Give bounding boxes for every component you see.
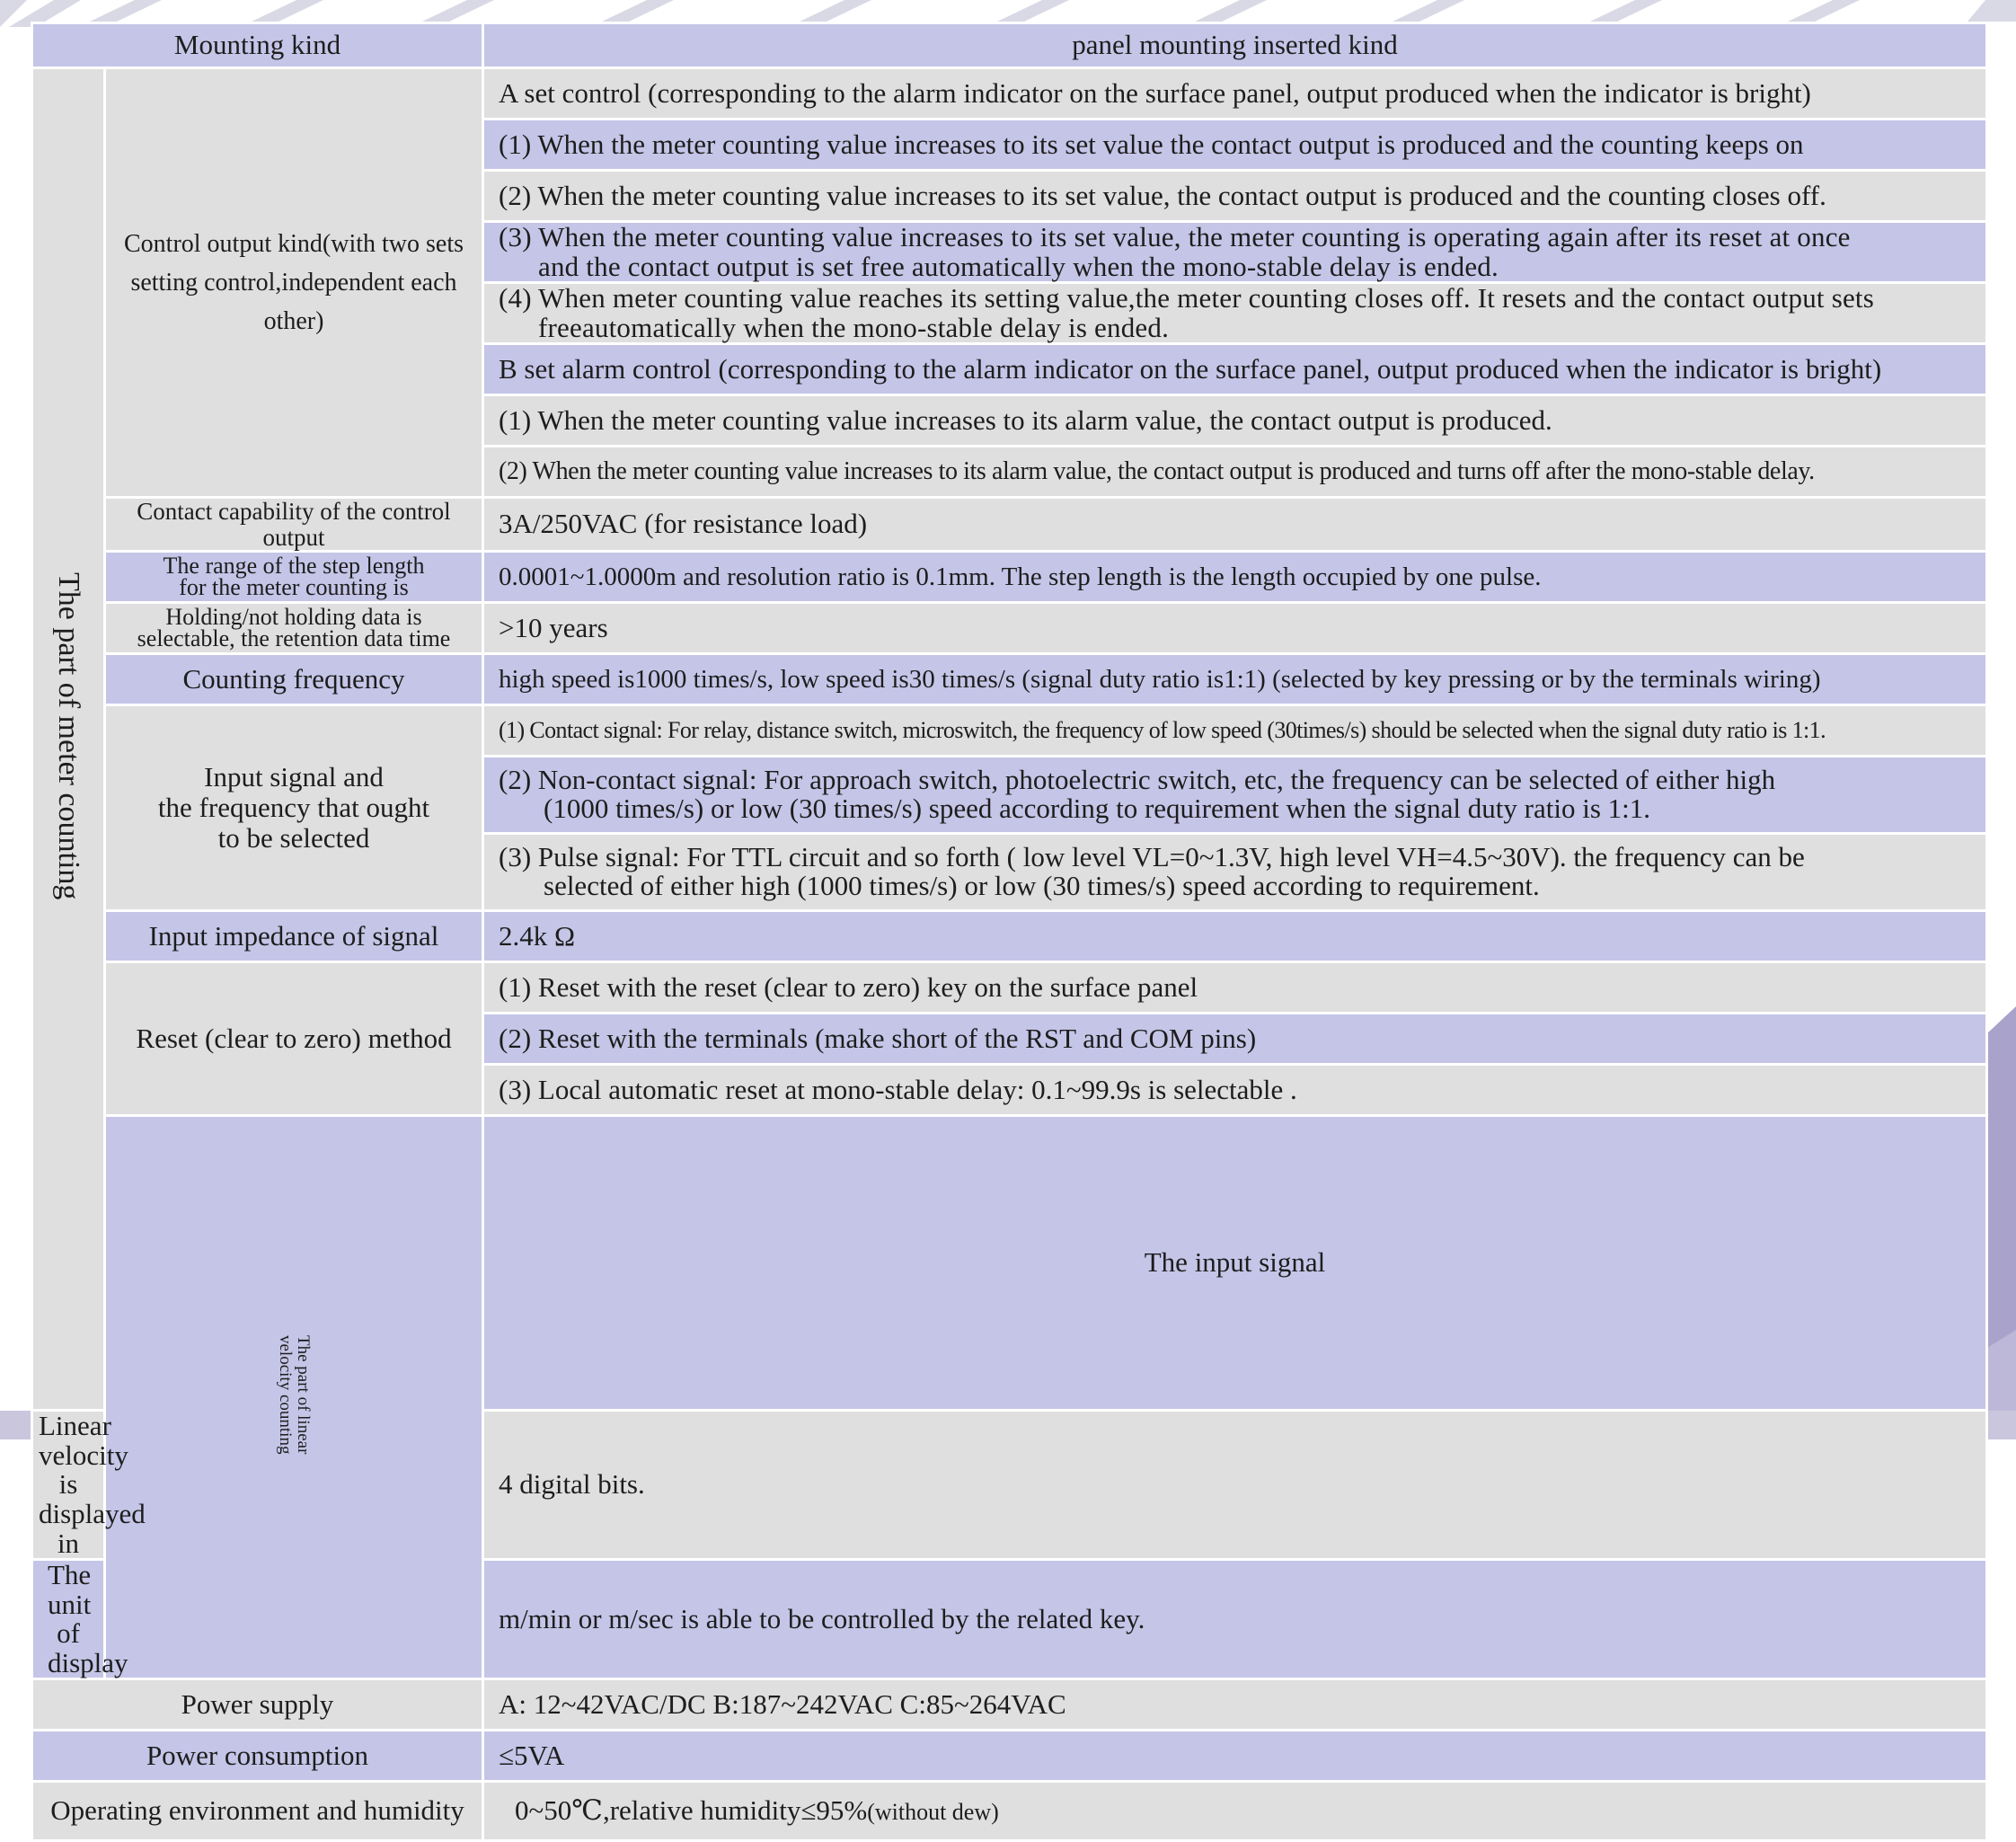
table-row — [32, 1782, 1987, 1841]
section-label-text: The part of meter counting — [51, 572, 85, 900]
step-length-value: 0.0001~1.0000m and resolution ratio is 0.1mm. The step length is the length occupied by one pulse. — [483, 551, 1987, 602]
b-set-item-2: (2) When the meter counting value increases to its alarm value, the contact output is produced and turns off after the mono-stable delay. — [483, 447, 1987, 498]
b-set-alarm-title: B set alarm control (corresponding to the alarm indicator on the surface panel, output produced when the indicator is bright) — [483, 344, 1987, 395]
input-signal-label: Input signal and the frequency that ought to be selected — [105, 704, 483, 910]
contact-capability-label: Contact capability of the control output — [105, 498, 483, 552]
lv-unit-value: m/min or m/sec is able to be controlled by the related key. — [483, 1560, 1987, 1679]
table-row — [32, 1731, 1987, 1782]
input-signal-item-1: (1) Contact signal: For relay, distance switch, microswitch, the frequency of low speed (30times/s) should be selected when the signal duty ratio is 1:1. — [483, 704, 1987, 756]
input-impedance-value: 2.4k Ω — [483, 910, 1987, 961]
table-row — [32, 1679, 1987, 1731]
operating-environment-label: Operating environment and humidity — [32, 1782, 483, 1841]
a-set-item-1: (1) When the meter counting value increases to its set value the contact output is produced and the counting keeps on — [483, 120, 1987, 171]
table-row — [32, 653, 1987, 704]
power-supply-value: A: 12~42VAC/DC B:187~242VAC C:85~264VAC — [483, 1679, 1987, 1731]
counting-frequency-value: high speed is1000 times/s, low speed is30 times/s (signal duty ratio is1:1) (selected by key pressing or by the terminals wiring) — [483, 653, 1987, 704]
meter-counting-section-label — [32, 68, 105, 1411]
lv-displayed-value: 4 digital bits. — [483, 1411, 1987, 1560]
counting-frequency-label: Counting frequency — [105, 653, 483, 704]
reset-method-label: Reset (clear to zero) method — [105, 961, 483, 1115]
power-consumption-label: Power consumption — [32, 1731, 483, 1782]
power-consumption-value: ≤5VA — [483, 1731, 1987, 1782]
a-set-control-title: A set control (corresponding to the alarm indicator on the surface panel, output produced when the indicator is bright) — [483, 68, 1987, 120]
linear-velocity-label-text: The part of linear velocity counting — [276, 1334, 313, 1455]
holding-data-label: Holding/not holding data is selectable, the retention data time — [105, 602, 483, 653]
b-set-item-1: (1) When the meter counting value increases to its alarm value, the contact output is produced. — [483, 395, 1987, 447]
specification-table — [31, 22, 1988, 1842]
linear-velocity-section-label — [105, 1115, 483, 1678]
input-signal-item-3: (3) Pulse signal: For TTL circuit and so forth ( low level VL=0~1.3V, high level VH=4.5~30V). the frequency can be selected of either high (1000 times/s) or low (30 times/s) speed according to requirement. — [483, 833, 1987, 910]
step-length-label: The range of the step length for the meter counting is — [105, 551, 483, 602]
reset-item-1: (1) Reset with the reset (clear to zero) key on the surface panel — [483, 961, 1987, 1013]
table-row — [32, 68, 1987, 120]
a-set-item-4: (4) When meter counting value reaches its setting value,the meter counting closes off. It resets and the contact output sets freeautomatically when the mono-stable delay is ended. — [483, 283, 1987, 344]
reset-item-3: (3) Local automatic reset at mono-stable delay: 0.1~99.9s is selectable . — [483, 1064, 1987, 1115]
power-supply-label: Power supply — [32, 1679, 483, 1731]
input-impedance-label: Input impedance of signal — [105, 910, 483, 961]
operating-environment-value: 0~50℃,relative humidity≤95%(without dew) — [483, 1782, 1987, 1841]
a-set-item-3: (3) When the meter counting value increases to its set value, the meter counting is operating again after its reset at once and the contact output is set free automatically when the mono-stable delay is ended. — [483, 222, 1987, 283]
reset-item-2: (2) Reset with the terminals (make short of the RST and COM pins) — [483, 1013, 1987, 1064]
lv-displayed-label: Linear velocity is displayed in — [32, 1411, 105, 1560]
table-row — [32, 602, 1987, 653]
table-row — [32, 498, 1987, 552]
lv-input-signal-label: The input signal — [483, 1115, 1987, 1410]
mounting-kind-value: panel mounting inserted kind — [483, 23, 1987, 68]
mounting-kind-label: Mounting kind — [32, 23, 483, 68]
table-row — [32, 704, 1987, 756]
lv-unit-label: The unit of display — [32, 1560, 105, 1679]
table-row — [32, 910, 1987, 961]
holding-data-value: >10 years — [483, 602, 1987, 653]
control-output-label: Control output kind(with two sets setting control,independent each other) — [105, 68, 483, 498]
table-row — [32, 961, 1987, 1013]
header-row — [32, 23, 1987, 68]
input-signal-item-2: (2) Non-contact signal: For approach switch, photoelectric switch, etc, the frequency can be selected of either high (1000 times/s) or low (30 times/s) speed according to requirement when the signal duty ratio is 1:1. — [483, 756, 1987, 833]
table-row — [32, 1115, 1987, 1410]
contact-capability-value: 3A/250VAC (for resistance load) — [483, 498, 1987, 552]
table-row — [32, 551, 1987, 602]
a-set-item-2: (2) When the meter counting value increases to its set value, the contact output is produced and the counting closes off. — [483, 171, 1987, 222]
